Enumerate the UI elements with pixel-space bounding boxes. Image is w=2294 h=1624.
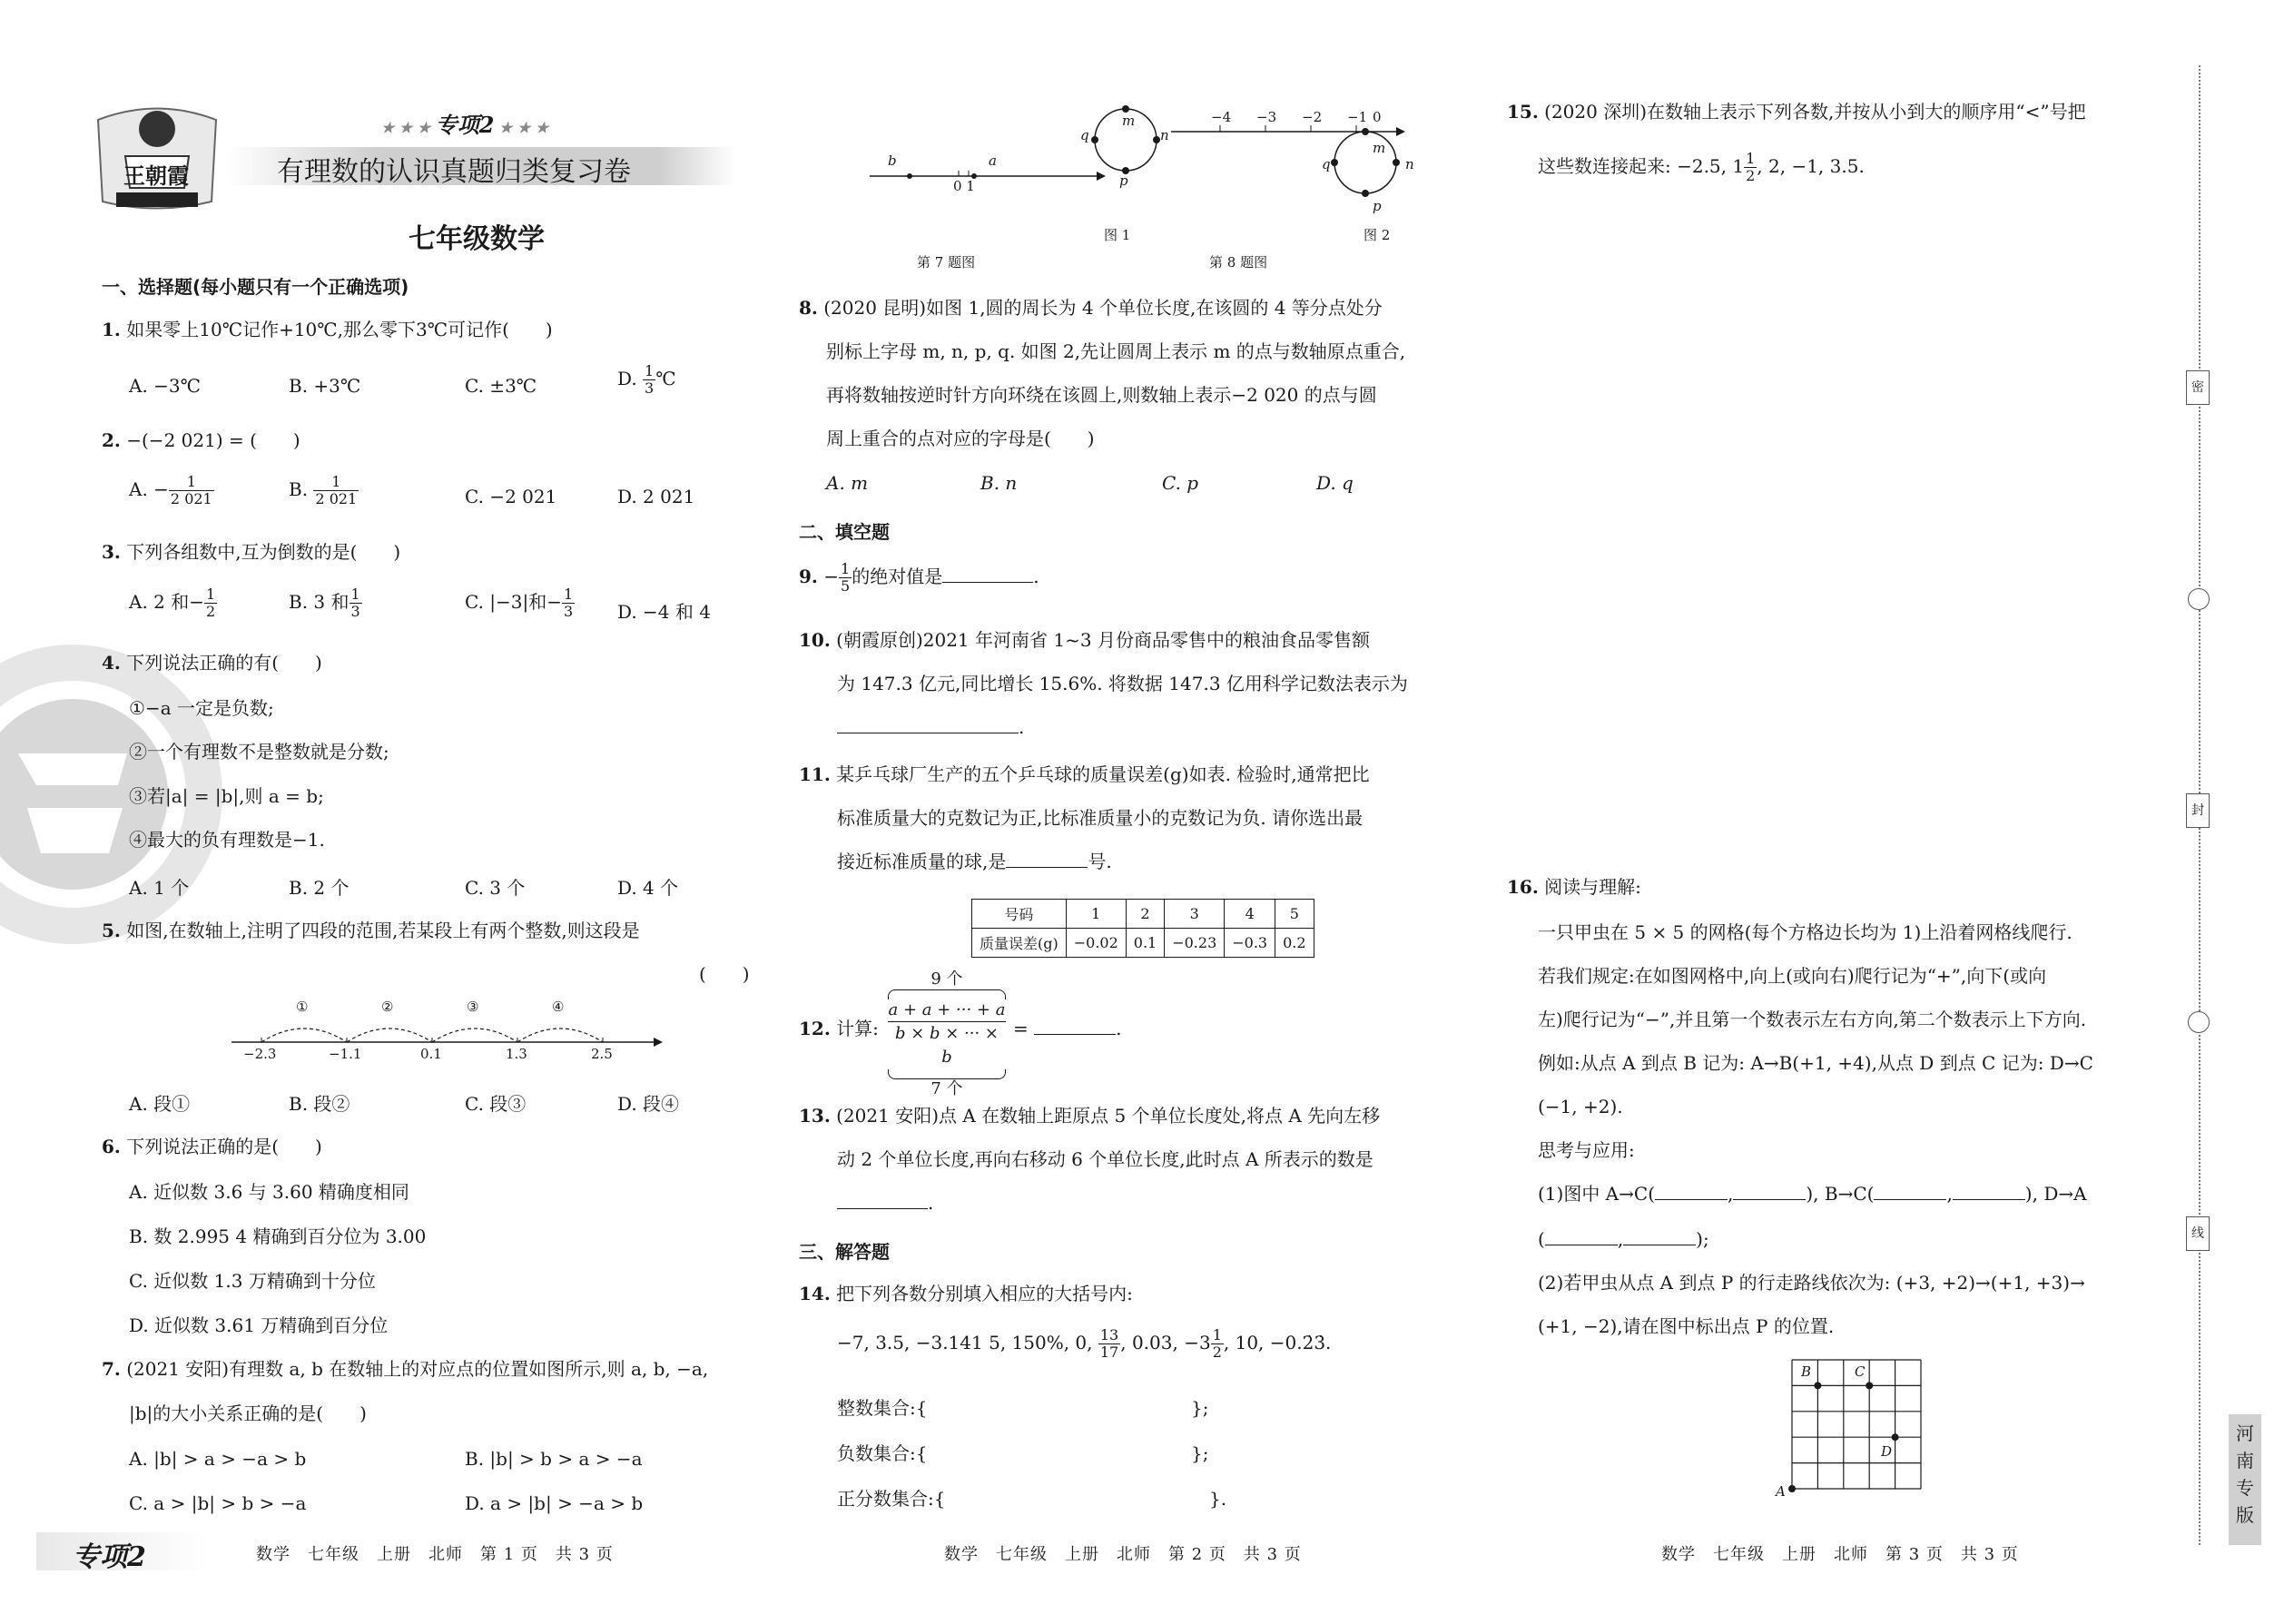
q5-tick-4: 1.3: [506, 1046, 527, 1062]
q4-statement-4: ④最大的负有理数是−1.: [129, 829, 325, 851]
question-1: 1. 如果零上10℃记作+10℃,那么零下3℃可记作( ): [102, 319, 553, 340]
q14-positive-fraction-set: 正分数集合:{ }.: [837, 1488, 1227, 1510]
section-solve: 三、解答题: [799, 1241, 890, 1263]
page-3: [1489, 0, 2179, 1624]
question-16: 16. 阅读与理解:: [1507, 876, 1641, 898]
question-11: 11. 某乒乓球厂生产的五个乒乓球的质量误差(g)如表. 检验时,通常把比: [799, 763, 1370, 785]
q12-top-count: 9 个: [930, 969, 963, 989]
table-cell: 2: [1126, 900, 1164, 929]
table-cell: 0.1: [1126, 929, 1164, 958]
q14-negative-set: 负数集合:{ };: [837, 1442, 1209, 1464]
table-cell: −0.23: [1165, 929, 1225, 958]
q16-part-2-line2: (+1, −2),请在图中标出点 P 的位置.: [1538, 1315, 1835, 1337]
table-cell: −0.3: [1225, 929, 1275, 958]
question-15: 15. (2020 深圳)在数轴上表示下列各数,并按从小到大的顺序用“<”号把: [1507, 101, 2086, 123]
q16-paragraph-4: 例如:从点 A 到点 B 记为: A→B(+1, +4),从点 D 到点 C 记为: D→C: [1538, 1052, 2093, 1074]
question-12: 12. 计算:: [799, 1018, 879, 1039]
footer-badge: 专项2: [73, 1541, 146, 1573]
q8-option-b[interactable]: B. n: [980, 472, 1018, 494]
question-7-line2: |b|的大小关系正确的是( ): [129, 1403, 367, 1424]
q8-axis-tick-5: 0: [1373, 109, 1382, 125]
q8-fig2-n: n: [1405, 156, 1414, 172]
q11-answer-blank[interactable]: [1006, 867, 1088, 868]
q8-fig1-caption: 图 1: [1104, 227, 1131, 243]
q4-option-a[interactable]: A. 1 个: [129, 877, 190, 899]
q1-option-d[interactable]: D. $\frac{1}{3}$ ℃: [617, 362, 676, 397]
q5-option-d[interactable]: D. 段④: [617, 1093, 680, 1115]
q9-answer-blank[interactable]: [942, 582, 1033, 583]
q7-option-b[interactable]: B. |b| > b > a > −a: [465, 1448, 643, 1470]
q8-fig1-p: p: [1119, 172, 1128, 189]
q16-paragraph-5: (−1, +2).: [1538, 1096, 1623, 1117]
q16-paragraph-2: 若我们规定:在如图网格中,向上(或向右)爬行记为“+”,向下(或向: [1538, 965, 2047, 987]
table-cell: 0.2: [1275, 929, 1314, 958]
question-7: 7. (2021 安阳)有理数 a, b 在数轴上的对应点的位置如图所示,则 a, b, −a,: [102, 1358, 709, 1380]
q16-blank-1[interactable]: [1655, 1199, 1728, 1200]
q8-axis-tick-3: −2: [1302, 109, 1323, 125]
question-11-line2: 标准质量大的克数记为正,比标准质量小的克数记为负. 请你选出最: [837, 807, 1364, 829]
q5-tick-2: −1.1: [329, 1046, 362, 1062]
q8-axis-tick-1: −4: [1211, 109, 1232, 125]
q8-fig2-m: m: [1373, 140, 1386, 156]
q16-paragraph-1: 一只甲虫在 5 × 5 的网格(每个方格边长均为 1)上沿着网格线爬行.: [1538, 921, 2072, 943]
special-label: ★ ★ ★ 专项2 ★ ★ ★: [381, 112, 549, 138]
table-cell: 4: [1225, 900, 1275, 929]
q14-number-list: −7, 3.5, −3.141 5, 150%, 0, $\frac{13}{17}$ , 0.03, −3 $\frac{1}{2}$ , 10, −0.2̇3̇.: [837, 1326, 1332, 1361]
page-subtitle: 七年级数学: [409, 223, 545, 255]
q4-option-c[interactable]: C. 3 个: [465, 877, 526, 899]
q5-option-b[interactable]: B. 段②: [289, 1093, 350, 1115]
q7-option-c[interactable]: C. a > |b| > b > −a: [129, 1492, 307, 1514]
footer-page-1: 数学 七年级 上册 北师 第 1 页 共 3 页: [256, 1545, 614, 1564]
table-row: [972, 929, 1314, 958]
table-cell: 号码: [972, 900, 1067, 929]
q5-tick-1: −2.3: [243, 1046, 277, 1062]
q5-seg-3: ③: [467, 999, 479, 1015]
side-label-close: 封: [2186, 793, 2210, 828]
q16-paragraph-3: 左)爬行记为“−”,并且第一个数表示左右方向,第二个数表示上下方向.: [1538, 1009, 2087, 1030]
footer-page-3: 数学 七年级 上册 北师 第 3 页 共 3 页: [1661, 1545, 2019, 1564]
footer-page-2: 数学 七年级 上册 北师 第 2 页 共 3 页: [944, 1545, 1302, 1564]
q2-option-d[interactable]: D. 2 021: [617, 486, 695, 507]
q7-figure: [870, 153, 1106, 198]
question-10-line2: 为 147.3 亿元,同比增长 15.6%. 将数据 147.3 亿用科学记数法表示为: [837, 673, 1408, 694]
question-8: 8. (2020 昆明)如图 1,圆的周长为 4 个单位长度,在该圆的 4 等分点处分: [799, 297, 1383, 319]
q8-axis-tick-4: −1: [1347, 109, 1368, 125]
question-8-line4: 周上重合的点对应的字母是( ): [826, 428, 1095, 449]
table-header-row: [972, 900, 1314, 929]
q8-option-c[interactable]: C. p: [1162, 472, 1199, 494]
q8-fig2-caption: 图 2: [1364, 227, 1391, 243]
q3-option-c[interactable]: C. |−3|和− $\frac{1}{3}$: [465, 586, 574, 620]
side-label-seal: 密: [2186, 370, 2210, 405]
q6-option-a[interactable]: A. 近似数 3.6 与 3.60 精确度相同: [129, 1181, 409, 1203]
question-2: 2. −(−2 021) = ( ): [102, 429, 300, 451]
side-label-line: 线: [2186, 1216, 2210, 1251]
q11-error-table: [971, 899, 1314, 958]
question-10-line3: .: [837, 714, 1024, 741]
q5-seg-4: ④: [552, 999, 565, 1015]
edition-label: 河南专版: [2236, 1422, 2254, 1526]
q7-option-d[interactable]: D. a > |b| > −a > b: [465, 1492, 644, 1514]
q4-option-d[interactable]: D. 4 个: [617, 877, 679, 899]
q5-seg-2: ②: [381, 999, 394, 1015]
question-8-line2: 别标上字母 m, n, p, q. 如图 2,先让圆周上表示 m 的点与数轴原点重合,: [826, 340, 1406, 362]
brand-name: 王朝霞: [123, 162, 189, 189]
q16-label-b: B: [1801, 1363, 1812, 1380]
question-9: 9. − $\frac{1}{5}$ 的绝对值是 .: [799, 560, 1039, 595]
question-14: 14. 把下列各数分别填入相应的大括号内:: [799, 1283, 1133, 1304]
question-13-line2: 动 2 个单位长度,再向右移动 6 个单位长度,此时点 A 所表示的数是: [837, 1148, 1373, 1170]
q8-fig2-p: p: [1373, 198, 1382, 214]
q12-top-brace: [888, 989, 1006, 999]
q2-option-c[interactable]: C. −2 021: [465, 486, 557, 507]
q3-option-a[interactable]: A. 2 和− $\frac{1}{2}$: [129, 586, 216, 620]
q5-tick-5: 2.5: [591, 1046, 613, 1062]
q2-option-a[interactable]: A. − $\frac{1}{2 021}$: [129, 473, 212, 507]
section-fill: 二、填空题: [799, 521, 890, 543]
q13-answer-blank[interactable]: [837, 1208, 928, 1209]
page-title: 有理数的认识真题归类复习卷: [277, 156, 631, 188]
question-11-line3: 接近标准质量的球,是 号.: [837, 851, 1112, 872]
q2-option-b[interactable]: B. $\frac{1}{2 021}$: [289, 473, 358, 507]
edition-tab: [2229, 1414, 2261, 1545]
q8-fig2-q: q: [1322, 156, 1331, 172]
side-circle-icon-2: [2188, 1011, 2210, 1033]
q8-option-d[interactable]: D. q: [1316, 472, 1354, 494]
q8-fig-caption: 第 8 题图: [1209, 254, 1268, 271]
q7-fig-label-b: b: [888, 153, 897, 169]
q12-answer: = .: [1013, 1018, 1122, 1039]
q8-fig1-m: m: [1122, 113, 1136, 129]
table-cell: 质量误差(g): [972, 929, 1067, 958]
q5-option-c[interactable]: C. 段③: [465, 1093, 527, 1115]
q5-tick-3: 0.1: [420, 1046, 442, 1062]
q4-option-b[interactable]: B. 2 个: [289, 877, 350, 899]
q8-axis-tick-2: −3: [1256, 109, 1277, 125]
side-circle-icon-1: [2188, 588, 2210, 610]
table-cell: 1: [1066, 900, 1126, 929]
q12-bottom-brace: [888, 1069, 1006, 1079]
q8-option-a[interactable]: A. m: [826, 472, 869, 494]
q16-blank-2[interactable]: [1733, 1199, 1806, 1200]
q16-label-d: D: [1881, 1443, 1893, 1460]
question-10: 10. (朝霞原创)2021 年河南省 1~3 月份商品零售中的粮油食品零售额: [799, 629, 1370, 651]
q12-numerator: a + a + ··· + a: [888, 999, 1006, 1022]
question-13-line3: .: [837, 1189, 933, 1216]
q4-statement-3: ③若|a| = |b|,则 a = b;: [129, 785, 324, 807]
q16-blank-4[interactable]: [1953, 1199, 2025, 1200]
q5-answer-paren: ( ): [699, 963, 750, 985]
q3-option-b[interactable]: B. 3 和 $\frac{1}{3}$: [289, 586, 360, 620]
q12-fraction: [888, 969, 1006, 1099]
section-choice: 一、选择题(每小题只有一个正确选项): [102, 276, 409, 298]
q7-fig-caption: 第 7 题图: [917, 254, 976, 271]
question-5: 5. 如图,在数轴上,注明了四段的范围,若某段上有两个整数,则这段是: [102, 920, 640, 941]
page-1: [0, 0, 781, 1624]
question-8-line3: 再将数轴按逆时针方向环绕在该圆上,则数轴上表示−2 020 的点与圆: [826, 384, 1377, 406]
q16-label-a: A: [1776, 1483, 1786, 1500]
q4-statement-1: ①−a 一定是负数;: [129, 697, 274, 719]
q7-option-a[interactable]: A. |b| > a > −a > b: [129, 1448, 307, 1470]
question-15-line2: 这些数连接起来: −2.5, 1 $\frac{1}{2}$ , 2, −1, 3.5.: [1538, 150, 1865, 184]
table-cell: 3: [1165, 900, 1225, 929]
table-cell: 5: [1275, 900, 1314, 929]
question-13: 13. (2021 安阳)点 A 在数轴上距原点 5 个单位长度处,将点 A 先向左移: [799, 1105, 1381, 1127]
q1-option-b[interactable]: B. +3℃: [289, 375, 361, 397]
q1-option-c[interactable]: C. ±3℃: [465, 375, 537, 397]
brand-logo: [89, 102, 225, 220]
q1-option-a[interactable]: A. −3℃: [129, 375, 202, 397]
q7-fig-ticks: 0 1: [953, 178, 975, 194]
q14-integer-set: 整数集合:{ };: [837, 1397, 1209, 1419]
q6-option-d[interactable]: D. 近似数 3.61 万精确到百分位: [129, 1314, 389, 1336]
q5-option-a[interactable]: A. 段①: [129, 1093, 191, 1115]
q12-answer-blank[interactable]: [1034, 1034, 1116, 1035]
q5-seg-1: ①: [296, 999, 309, 1015]
q3-option-d[interactable]: D. −4 和 4: [617, 601, 711, 623]
question-4: 4. 下列说法正确的有( ): [102, 652, 322, 674]
page-2: [781, 0, 1489, 1624]
q16-blank-3[interactable]: [1874, 1199, 1946, 1200]
q8-figure-2: [1171, 109, 1407, 218]
q12-bottom-count: 7 个: [930, 1079, 963, 1098]
q12-denominator: b × b × ··· × b: [894, 1024, 999, 1067]
q8-fig1-q: q: [1080, 127, 1089, 143]
q16-paragraph-6: 思考与应用:: [1538, 1139, 1635, 1161]
question-3: 3. 下列各组数中,互为倒数的是( ): [102, 541, 401, 563]
q16-part-1-line2: ( , );: [1538, 1228, 1709, 1250]
q6-option-b[interactable]: B. 数 2.995 4 精确到百分位为 3.00: [129, 1225, 427, 1247]
q6-option-c[interactable]: C. 近似数 1.3 万精确到十分位: [129, 1270, 376, 1292]
q4-statement-2: ②一个有理数不是整数就是分数;: [129, 741, 389, 763]
question-6: 6. 下列说法正确的是( ): [102, 1136, 322, 1157]
q16-label-c: C: [1855, 1363, 1866, 1380]
table-cell: −0.02: [1066, 929, 1126, 958]
q16-part-1: (1)图中 A→C( , ), B→C( , ), D→A: [1538, 1183, 2087, 1205]
q7-fig-label-a: a: [989, 153, 997, 169]
q16-part-2: (2)若甲虫从点 A 到点 P 的行走路线依次为: (+3, +2)→(+1, +3)→: [1538, 1272, 2085, 1294]
q8-fig1-n: n: [1160, 127, 1169, 143]
